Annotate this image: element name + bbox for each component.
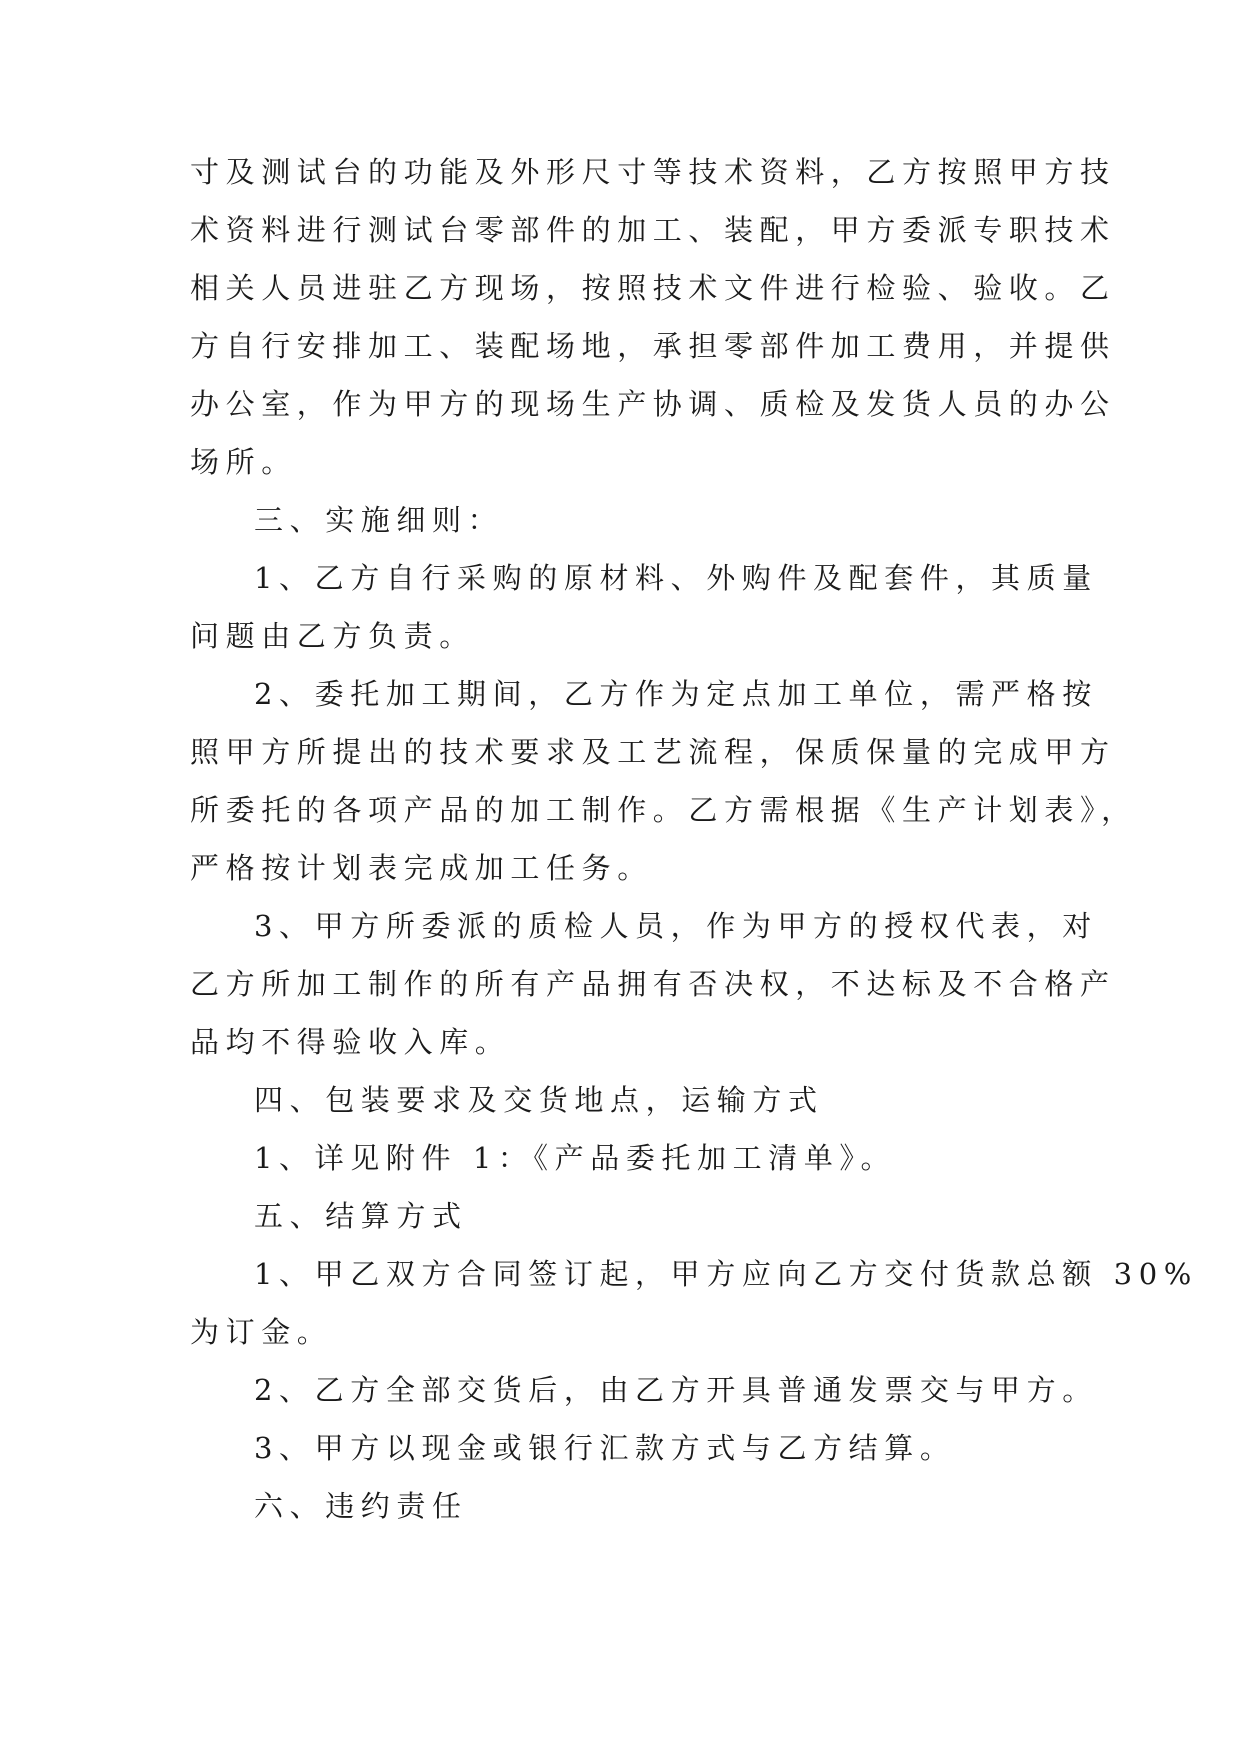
text-line: 1、详见附件 1：《产品委托加工清单》。 [254, 1141, 897, 1175]
text-line: 照甲方所提出的技术要求及工艺流程，保质保量的完成甲方 [190, 735, 1116, 769]
text-line: 严格按计划表完成加工任务。 [190, 851, 653, 885]
text-line: 为订金。 [190, 1315, 333, 1349]
text-line: 术资料进行测试台零部件的加工、装配，甲方委派专职技术 [190, 213, 1116, 247]
text-line: 乙方所加工制作的所有产品拥有否决权，不达标及不合格产 [190, 967, 1116, 1001]
text-line: 寸及测试台的功能及外形尺寸等技术资料，乙方按照甲方技 [190, 155, 1116, 189]
section-heading: 六、违约责任 [254, 1489, 468, 1523]
text-line: 办公室，作为甲方的现场生产协调、质检及发货人员的办公 [190, 387, 1116, 421]
text-line: 相关人员进驻乙方现场，按照技术文件进行检验、验收。乙 [190, 271, 1116, 305]
text-line: 方自行安排加工、装配场地，承担零部件加工费用，并提供 [190, 329, 1116, 363]
text-line: 问题由乙方负责。 [190, 619, 475, 653]
text-line: 所委托的各项产品的加工制作。乙方需根据《生产计划表》， [190, 793, 1137, 827]
section-heading: 三、实施细则： [254, 503, 504, 537]
text-line: 1、甲乙双方合同签订起，甲方应向乙方交付货款总额 30% [254, 1257, 1198, 1291]
text-line: 2、乙方全部交货后，由乙方开具普通发票交与甲方。 [254, 1373, 1098, 1407]
section-heading: 四、包装要求及交货地点，运输方式 [254, 1083, 824, 1117]
text-line: 场所。 [190, 445, 297, 479]
text-line: 品均不得验收入库。 [190, 1025, 511, 1059]
text-line: 1、乙方自行采购的原材料、外购件及配套件，其质量 [254, 561, 1098, 595]
text-line: 2、委托加工期间，乙方作为定点加工单位，需严格按 [254, 677, 1098, 711]
text-line: 3、甲方以现金或银行汇款方式与乙方结算。 [254, 1431, 956, 1465]
section-heading: 五、结算方式 [254, 1199, 468, 1233]
text-line: 3、甲方所委派的质检人员，作为甲方的授权代表，对 [254, 909, 1098, 943]
